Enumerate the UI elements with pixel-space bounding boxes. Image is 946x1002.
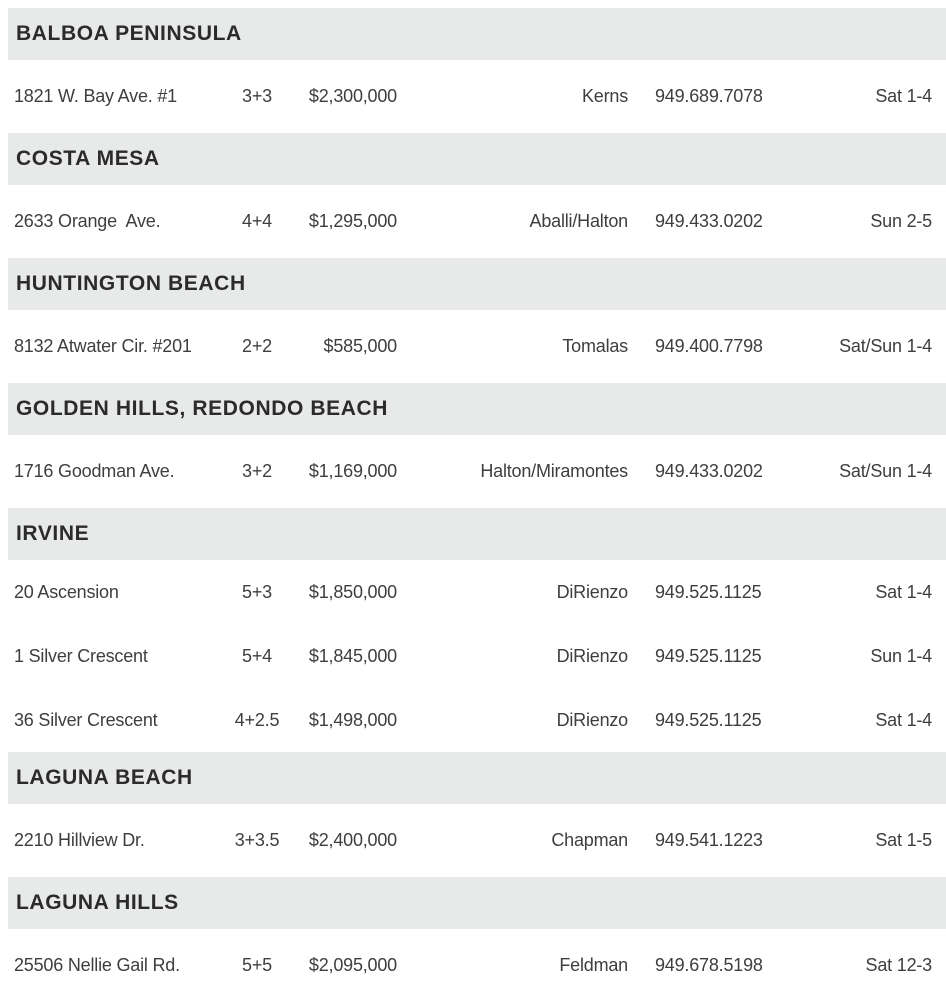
listing-address: 20 Ascension bbox=[14, 581, 119, 602]
listing-price: $1,169,000 bbox=[308, 461, 397, 481]
listing-rows bbox=[0, 929, 946, 1002]
listing-address: 2210 Hillview Dr. bbox=[14, 830, 145, 850]
listing-agent: Kerns bbox=[581, 86, 628, 106]
listing-price: $2,095,000 bbox=[308, 955, 397, 975]
city-name: COSTA MESA bbox=[16, 147, 160, 170]
listing-agent: DiRienzo bbox=[556, 709, 628, 730]
listing-rows bbox=[0, 560, 946, 752]
listing-open-time: Sat 1-4 bbox=[875, 581, 932, 602]
listing-address: 8132 Atwater Cir. #201 bbox=[14, 336, 192, 356]
city-header-bar bbox=[8, 752, 946, 804]
listing-beds-baths: 2+2 bbox=[242, 336, 272, 356]
listing-row bbox=[0, 929, 946, 1002]
listing-agent: Aballi/Halton bbox=[529, 211, 628, 231]
listing-rows bbox=[0, 435, 946, 508]
listing-agent: Tomalas bbox=[562, 336, 628, 356]
listing-phone: 949.433.0202 bbox=[655, 461, 763, 481]
listing-open-time: Sat 1-5 bbox=[875, 830, 932, 850]
listing-phone: 949.678.5198 bbox=[655, 955, 763, 975]
listing-row bbox=[0, 435, 946, 508]
listing-open-time: Sat 1-4 bbox=[875, 86, 932, 106]
listing-address: 2633 Orange Ave. bbox=[14, 211, 161, 231]
listing-phone: 949.433.0202 bbox=[655, 211, 763, 231]
listing-phone: 949.525.1125 bbox=[655, 709, 762, 730]
city-section bbox=[0, 508, 946, 752]
listing-phone: 949.525.1125 bbox=[655, 581, 762, 602]
city-header-bar bbox=[8, 8, 946, 60]
listing-address: 1716 Goodman Ave. bbox=[14, 461, 175, 481]
city-header-bar bbox=[8, 877, 946, 929]
listings-table bbox=[0, 8, 946, 1002]
city-header-bar bbox=[8, 508, 946, 560]
listing-beds-baths: 3+2 bbox=[242, 461, 272, 481]
listing-beds-baths: 4+2.5 bbox=[234, 709, 280, 730]
listing-price: $2,300,000 bbox=[308, 86, 397, 106]
listing-beds-baths: 5+4 bbox=[242, 645, 272, 666]
city-section bbox=[0, 133, 946, 258]
listing-row bbox=[0, 804, 946, 877]
city-name: HUNTINGTON BEACH bbox=[16, 272, 246, 295]
listing-open-time: Sat/Sun 1-4 bbox=[839, 461, 932, 481]
city-section bbox=[0, 752, 946, 877]
listing-rows bbox=[0, 310, 946, 383]
listing-beds-baths: 4+4 bbox=[242, 211, 272, 231]
listing-beds-baths: 5+5 bbox=[242, 955, 272, 975]
listing-address: 36 Silver Crescent bbox=[14, 709, 158, 730]
listing-address: 1 Silver Crescent bbox=[14, 645, 148, 666]
listing-agent: Feldman bbox=[559, 955, 628, 975]
city-section bbox=[0, 8, 946, 133]
listing-row bbox=[0, 560, 946, 624]
listing-beds-baths: 3+3 bbox=[242, 86, 272, 106]
listing-price: $1,498,000 bbox=[308, 709, 397, 730]
listing-agent: DiRienzo bbox=[556, 581, 628, 602]
listing-open-time: Sat 12-3 bbox=[865, 955, 932, 975]
listing-agent: Chapman bbox=[551, 830, 628, 850]
listing-price: $585,000 bbox=[323, 336, 397, 356]
listing-price: $2,400,000 bbox=[308, 830, 397, 850]
listing-agent: DiRienzo bbox=[556, 645, 628, 666]
city-name: BALBOA PENINSULA bbox=[16, 22, 242, 45]
listing-phone: 949.400.7798 bbox=[655, 336, 763, 356]
city-section bbox=[0, 258, 946, 383]
listing-open-time: Sun 1-4 bbox=[870, 645, 932, 666]
listing-row bbox=[0, 624, 946, 688]
city-name: IRVINE bbox=[16, 522, 90, 545]
listing-price: $1,295,000 bbox=[308, 211, 397, 231]
city-header-bar bbox=[8, 258, 946, 310]
listing-open-time: Sat/Sun 1-4 bbox=[839, 336, 932, 356]
listing-row bbox=[0, 310, 946, 383]
listing-address: 1821 W. Bay Ave. #1 bbox=[14, 86, 177, 106]
listing-agent: Halton/Miramontes bbox=[480, 461, 628, 481]
city-section bbox=[0, 383, 946, 508]
listing-phone: 949.689.7078 bbox=[655, 86, 763, 106]
city-name: LAGUNA BEACH bbox=[16, 766, 193, 789]
city-name: LAGUNA HILLS bbox=[16, 891, 179, 914]
listing-price: $1,845,000 bbox=[308, 645, 397, 666]
city-header-bar bbox=[8, 133, 946, 185]
listing-beds-baths: 3+3.5 bbox=[234, 830, 280, 850]
listing-open-time: Sat 1-4 bbox=[875, 709, 932, 730]
listing-price: $1,850,000 bbox=[308, 581, 397, 602]
listing-row bbox=[0, 60, 946, 133]
listing-row bbox=[0, 688, 946, 752]
listing-open-time: Sun 2-5 bbox=[870, 211, 932, 231]
listing-rows bbox=[0, 185, 946, 258]
city-section bbox=[0, 877, 946, 1002]
listing-rows bbox=[0, 60, 946, 133]
listing-rows bbox=[0, 804, 946, 877]
city-name: GOLDEN HILLS, REDONDO BEACH bbox=[16, 397, 389, 420]
listing-phone: 949.541.1223 bbox=[655, 830, 763, 850]
listing-beds-baths: 5+3 bbox=[242, 581, 272, 602]
listing-address: 25506 Nellie Gail Rd. bbox=[14, 955, 180, 975]
listing-phone: 949.525.1125 bbox=[655, 645, 762, 666]
listing-row bbox=[0, 185, 946, 258]
city-header-bar bbox=[8, 383, 946, 435]
